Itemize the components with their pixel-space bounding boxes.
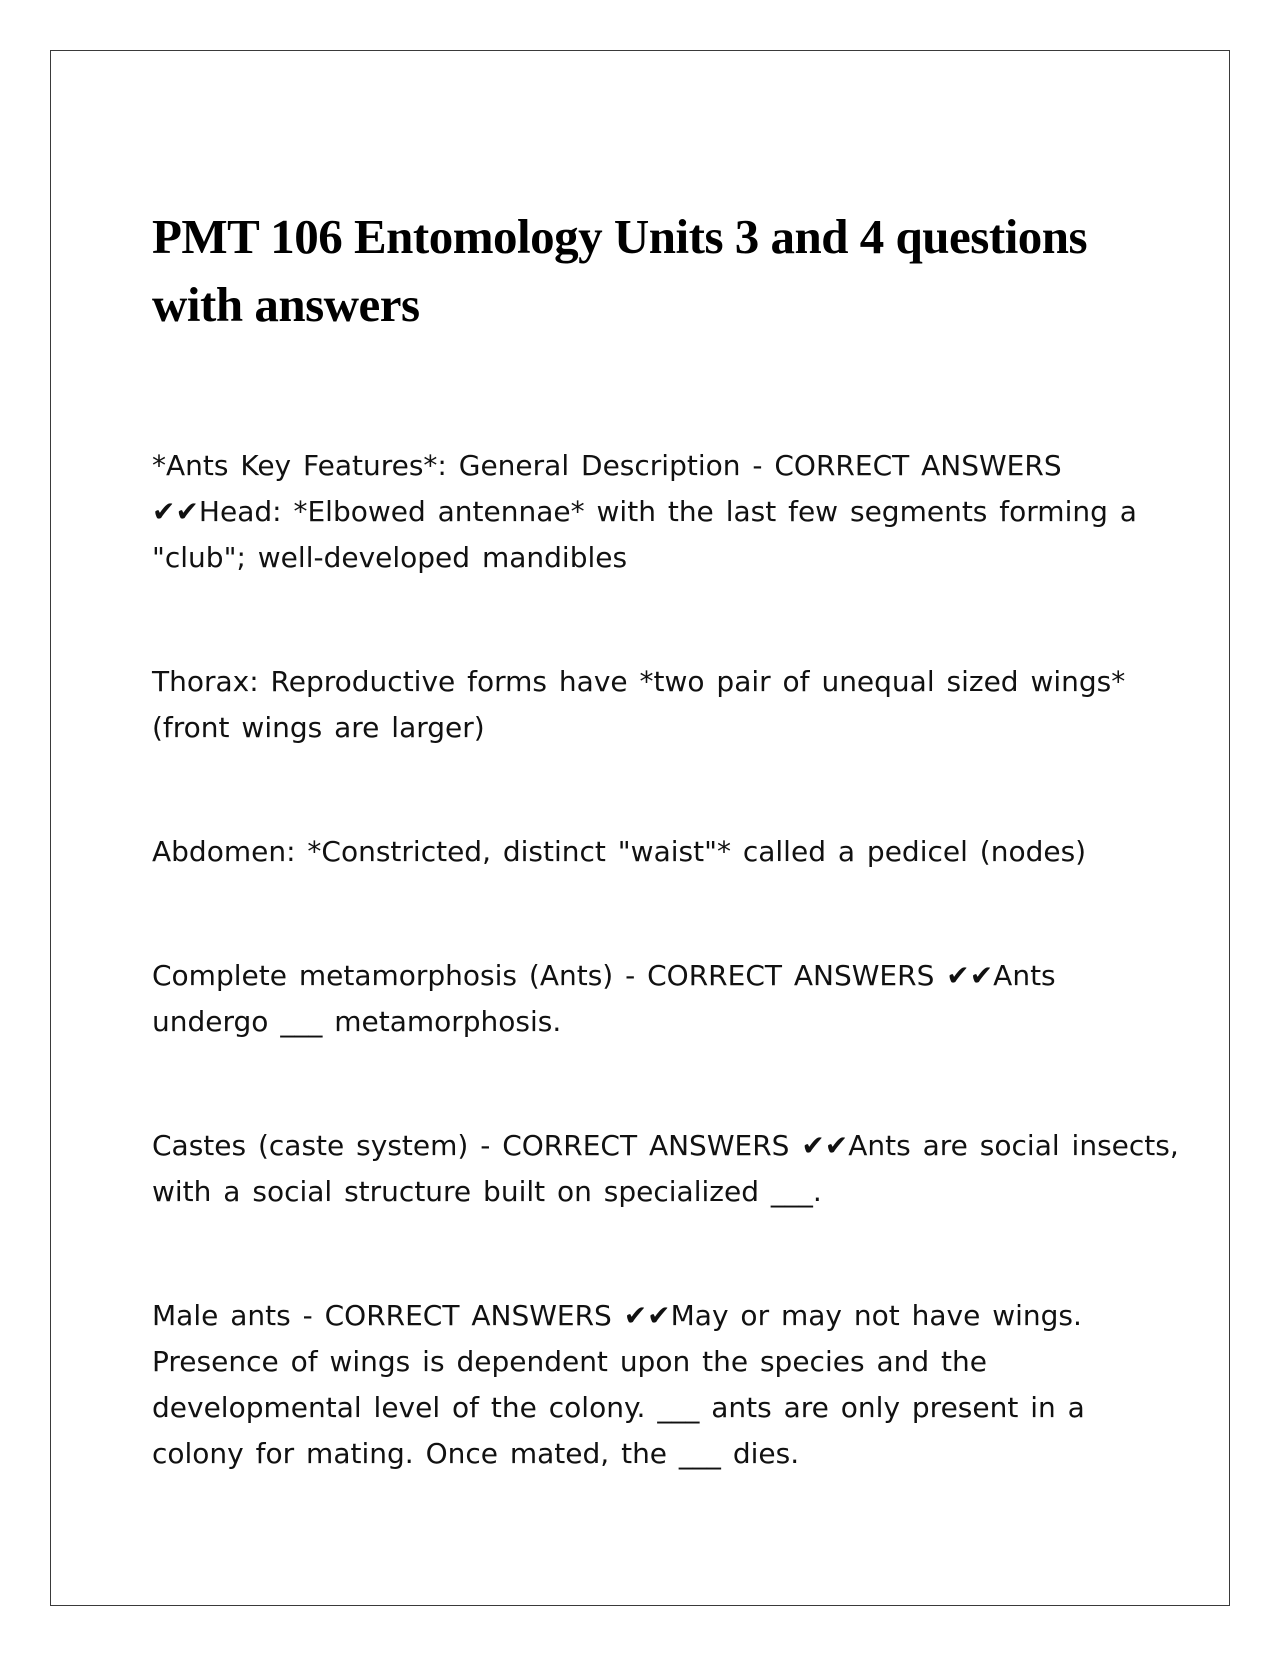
qa-complete-metamorphosis: Complete metamorphosis (Ants) - CORRECT ANSWERS ✔✔Ants undergo ___ metamorphosis. [152,959,1056,1038]
document-page [50,50,1230,1606]
qa-castes: Castes (caste system) - CORRECT ANSWERS ✔✔Ants are social insects, with a social structure built on specialized ___. [152,1129,1179,1208]
document-title: PMT 106 Entomology Units 3 and 4 questions with answers [152,209,1088,332]
document-content [152,151,1182,1477]
qa-thorax: Thorax: Reproductive forms have *two pair of unequal sized wings* (front wings are larger) [152,665,1126,744]
qa-abdomen: Abdomen: *Constricted, distinct "waist"* called a pedicel (nodes) [152,835,1087,868]
qa-ants-key-features: *Ants Key Features*: General Description - CORRECT ANSWERS ✔✔Head: *Elbowed antennae* with the last few segments forming a "club"; well-developed mandibles [152,449,1137,574]
qa-male-ants: Male ants - CORRECT ANSWERS ✔✔May or may not have wings. Presence of wings is dependent upon the species and the developmental level of the colony. ___ ants are only present in a colony for mating. Once mated, the ___ dies. [152,1299,1085,1470]
